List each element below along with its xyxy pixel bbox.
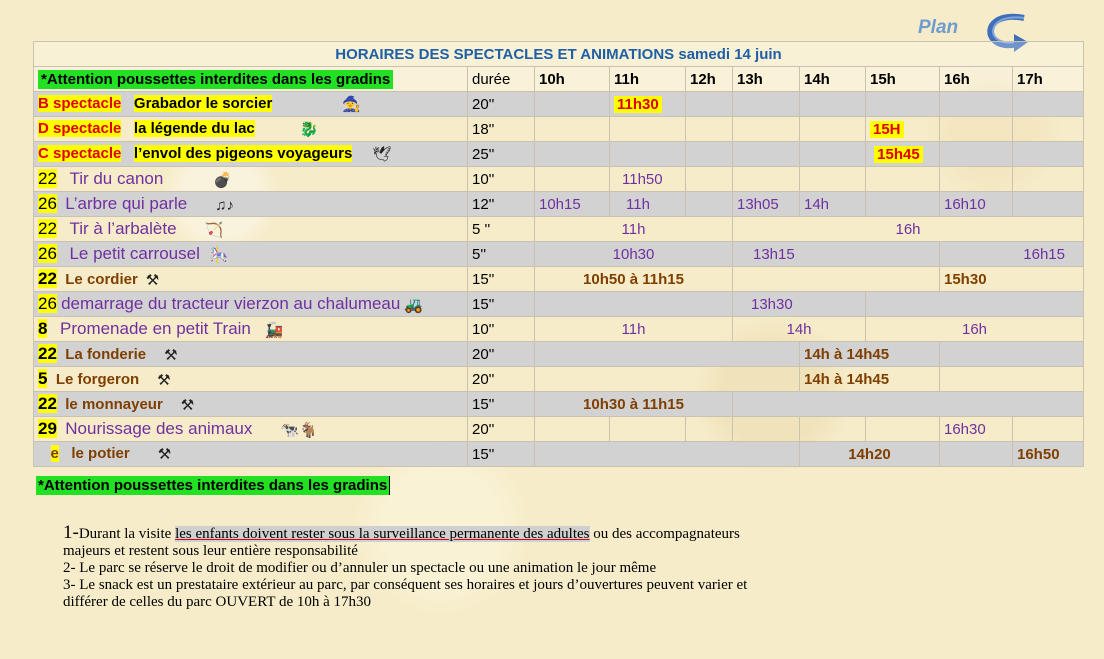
row-name: le monnayeur xyxy=(65,395,163,413)
cannon-icon: 💣 xyxy=(213,172,232,190)
row-name: le potier xyxy=(71,444,130,462)
row-time: 11h50 xyxy=(610,167,686,192)
table-row xyxy=(34,392,1084,417)
table-row xyxy=(34,167,1084,192)
header-hour: 17h xyxy=(1013,67,1084,92)
row-duration: 10'' xyxy=(468,167,535,192)
note-1: 1-Durant la visite les enfants doivent rester sous la surveillance permanente des adultes ou des accompagnateurs xyxy=(63,522,740,543)
table-row xyxy=(34,217,1084,242)
note-3-cont: différer de celles du parc OUVERT de 10h à 17h30 xyxy=(63,594,372,610)
row-time: 15H xyxy=(870,121,904,138)
row-number: 22 xyxy=(38,168,57,188)
row-prefix: B spectacle xyxy=(38,94,122,112)
header-hour: 10h xyxy=(535,67,610,92)
table-row xyxy=(34,442,1084,467)
row-duration: 5'' xyxy=(468,242,535,267)
row-time: 14h20 xyxy=(800,442,940,467)
row-time: 15h45 xyxy=(874,146,923,163)
worker-icon: ⚒ xyxy=(145,272,160,290)
note-2: 2- Le parc se réserve le droit de modifier ou d’annuler un spectacle ou une animation le jour même xyxy=(63,560,657,576)
row-number: e xyxy=(50,444,59,462)
row-name: demarrage du tracteur vierzon au chalumeau xyxy=(61,293,401,313)
row-duration: 20'' xyxy=(468,92,535,117)
row-time: 11h xyxy=(610,192,686,217)
music-notes-icon: ♫♪ xyxy=(215,196,234,214)
row-duration: 12'' xyxy=(468,192,535,217)
row-time: 16h15 xyxy=(940,242,1084,267)
table-row xyxy=(34,92,1084,117)
train-icon: 🚂 xyxy=(264,322,284,340)
row-time: 14h xyxy=(800,192,866,217)
row-name: Tir du canon xyxy=(69,168,164,188)
row-name: la légende du lac xyxy=(133,119,255,137)
row-time: 10h50 à 11h15 xyxy=(535,267,733,292)
schedule-table xyxy=(33,41,1084,467)
row-time: 16h50 xyxy=(1013,442,1084,467)
header-hour: 12h xyxy=(686,67,733,92)
row-time: 13h05 xyxy=(733,192,800,217)
worker-icon: ⚒ xyxy=(157,372,171,390)
header-duree: durée xyxy=(468,67,535,92)
row-time: 15h30 xyxy=(940,267,1084,292)
row-duration: 5 '' xyxy=(468,217,535,242)
witch-icon: 🧙 xyxy=(342,96,361,114)
row-duration: 15'' xyxy=(468,392,535,417)
row-name: Nourissage des animaux xyxy=(65,418,253,438)
row-duration: 15'' xyxy=(468,267,535,292)
lake-monster-icon: 🐉 xyxy=(299,121,319,139)
row-time: 16h xyxy=(733,217,1084,242)
row-time: 14h xyxy=(733,317,866,342)
row-duration: 20'' xyxy=(468,367,535,392)
row-number: 26 xyxy=(38,293,57,313)
row-number: 22 xyxy=(38,343,57,363)
table-row xyxy=(34,242,1084,267)
worker-icon: ⚒ xyxy=(180,397,195,415)
row-prefix: C spectacle xyxy=(38,144,122,162)
row-name: l’envol des pigeons voyageurs xyxy=(133,144,353,162)
row-number: 8 xyxy=(38,318,48,338)
row-duration: 15'' xyxy=(468,292,535,317)
row-name: Tir à l’arbalète xyxy=(69,218,177,238)
table-row xyxy=(34,342,1084,367)
header-hour: 11h xyxy=(610,67,686,92)
row-name: Promenade en petit Train xyxy=(59,318,251,338)
table-row xyxy=(34,317,1084,342)
worker-icon: ⚒ xyxy=(157,446,172,464)
row-name: L’arbre qui parle xyxy=(65,194,188,213)
row-time: 14h à 14h45 xyxy=(800,367,940,392)
row-name: La fonderie xyxy=(65,345,147,363)
table-row xyxy=(34,142,1084,167)
row-time: 10h30 à 11h15 xyxy=(535,392,733,417)
header-hour: 13h xyxy=(733,67,800,92)
row-name: Le cordier xyxy=(65,270,138,288)
header-hour: 14h xyxy=(800,67,866,92)
row-time: 16h xyxy=(866,317,1084,342)
note-3: 3- Le snack est un prestataire extérieur au parc, par conséquent ses horaires et jours d’ouvertures peuvent varier et xyxy=(63,577,748,593)
row-name: Le petit carrousel xyxy=(69,243,200,263)
table-row xyxy=(34,292,1084,317)
row-time: 16h10 xyxy=(940,192,1013,217)
animals-icon: 🐄🐐 xyxy=(280,422,318,440)
table-row xyxy=(34,117,1084,142)
row-time: 14h à 14h45 xyxy=(800,342,940,367)
row-number: 22 xyxy=(38,268,57,288)
table-row xyxy=(34,267,1084,292)
row-number: 26 xyxy=(38,194,57,213)
row-time: 13h15 xyxy=(733,242,940,267)
row-name: Grabador le sorcier xyxy=(133,94,273,112)
row-duration: 15'' xyxy=(468,442,535,467)
row-time: 11h xyxy=(535,317,733,342)
row-duration: 25'' xyxy=(468,142,535,167)
row-number: 5 xyxy=(38,368,48,388)
row-name: Le forgeron xyxy=(55,370,140,388)
note-1-cont: majeurs et restent sous leur entière responsabilité xyxy=(63,543,358,559)
table-row xyxy=(34,192,1084,217)
warning-strollers: *Attention poussettes interdites dans les gradins xyxy=(38,70,393,89)
row-time: 10h30 xyxy=(535,242,733,267)
plan-link[interactable]: Plan xyxy=(918,17,959,38)
crossbow-icon: 🏹 xyxy=(204,222,224,240)
row-number: 26 xyxy=(38,243,57,263)
row-time: 13h30 xyxy=(733,292,866,317)
header-hour: 15h xyxy=(866,67,940,92)
row-duration: 10'' xyxy=(468,317,535,342)
row-time: 11h30 xyxy=(614,96,662,113)
row-time: 16h30 xyxy=(940,417,1013,442)
schedule-title: HORAIRES DES SPECTACLES ET ANIMATIONS samedi 14 juin xyxy=(34,42,1084,67)
row-number: 22 xyxy=(38,218,57,238)
worker-icon: ⚒ xyxy=(164,347,178,365)
row-time: 10h15 xyxy=(535,192,610,217)
row-time: 11h xyxy=(535,217,733,242)
table-row xyxy=(34,367,1084,392)
notes xyxy=(63,524,1013,611)
row-number: 22 xyxy=(38,393,57,413)
header-hour: 16h xyxy=(940,67,1013,92)
row-prefix: D spectacle xyxy=(38,119,122,137)
row-duration: 20'' xyxy=(468,417,535,442)
pigeon-icon: 🕊 xyxy=(372,146,392,164)
row-number: 29 xyxy=(38,418,57,438)
table-row xyxy=(34,417,1084,442)
row-duration: 20'' xyxy=(468,342,535,367)
tractor-icon: 🚜 xyxy=(404,297,424,315)
warning-strollers-footer: *Attention poussettes interdites dans les gradins xyxy=(36,476,390,495)
carousel-icon: 🎠 xyxy=(209,247,229,265)
row-duration: 18'' xyxy=(468,117,535,142)
